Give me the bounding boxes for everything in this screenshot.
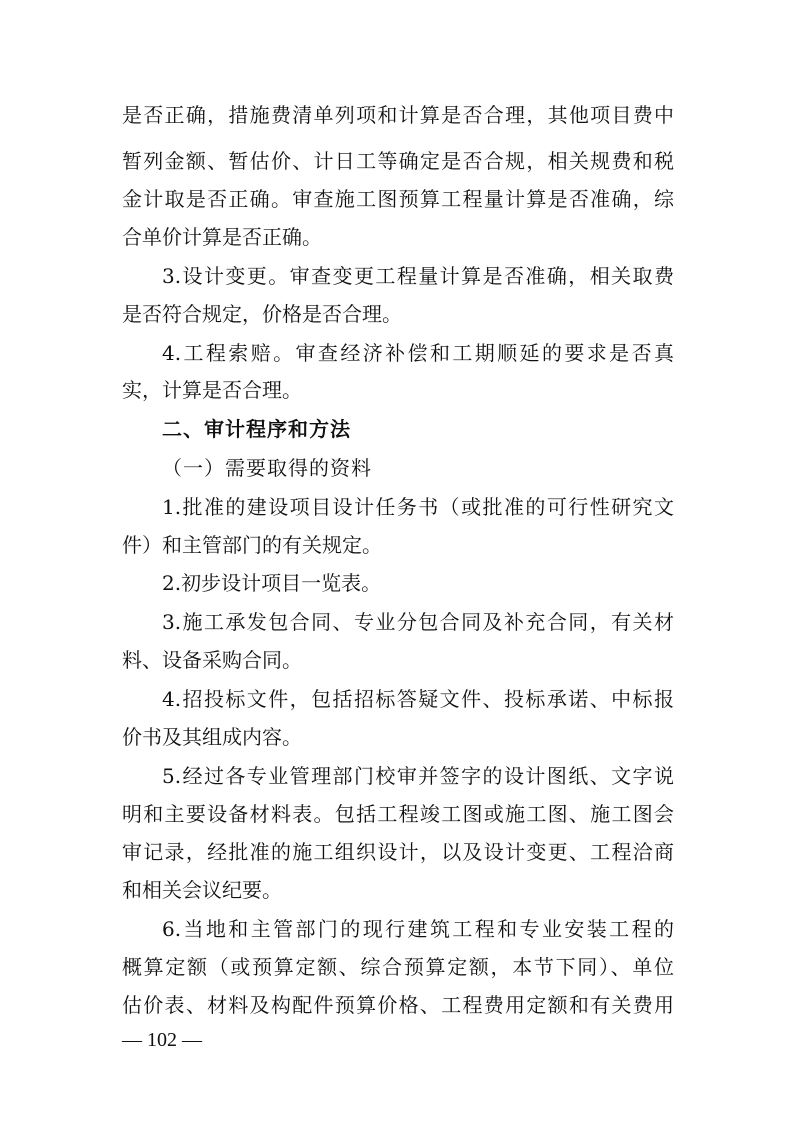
- text-line: 暂列金额、暂估价、计日工等确定是否合规，相关规费和税: [122, 149, 674, 173]
- text-line: 和相关会议纪要。: [122, 878, 282, 902]
- text-line: 3.施工承发包合同、专业分包合同及补充合同，有关材: [162, 610, 674, 634]
- text-line: 6.当地和主管部门的现行建筑工程和专业安装工程的: [162, 917, 674, 941]
- text-line: 审记录，经批准的施工组织设计，以及设计变更、工程洽商: [122, 840, 674, 864]
- text-line: 3.设计变更。审查变更工程量计算是否准确，相关取费: [162, 264, 674, 288]
- page-number: — 102 —: [122, 1029, 202, 1051]
- text-line: 估价表、材料及构配件预算价格、工程费用定额和有关费用: [122, 993, 674, 1017]
- text-line: 实，计算是否合理。: [122, 378, 302, 402]
- text-line: 件）和主管部门的有关规定。: [122, 533, 382, 557]
- section-heading: 二、审计程序和方法: [162, 417, 351, 441]
- text-line: 5.经过各专业管理部门校审并签字的设计图纸、文字说: [162, 764, 674, 788]
- text-line: 4.工程索赔。审查经济补偿和工期顺延的要求是否真: [162, 341, 674, 365]
- text-line: 金计取是否正确。审查施工图预算工程量计算是否准确，综: [122, 187, 674, 211]
- text-line: 价书及其组成内容。: [122, 725, 302, 749]
- text-line: 1.批准的建设项目设计任务书（或批准的可行性研究文: [162, 495, 674, 519]
- text-line: 概算定额（或预算定额、综合预算定额，本节下同）、单位: [122, 955, 674, 979]
- text-line: 明和主要设备材料表。包括工程竣工图或施工图、施工图会: [122, 802, 674, 826]
- text-line: 是否符合规定，价格是否合理。: [122, 302, 402, 326]
- text-line: 合单价计算是否正确。: [122, 225, 322, 249]
- subsection-heading: （一）需要取得的资料: [162, 456, 372, 480]
- text-line: 料、设备采购合同。: [122, 648, 302, 672]
- text-line: 2.初步设计项目一览表。: [162, 571, 382, 595]
- text-line: 是否正确，措施费清单列项和计算是否合理，其他项目费中: [122, 103, 674, 127]
- text-line: 4.招投标文件，包括招标答疑文件、投标承诺、中标报: [162, 687, 674, 711]
